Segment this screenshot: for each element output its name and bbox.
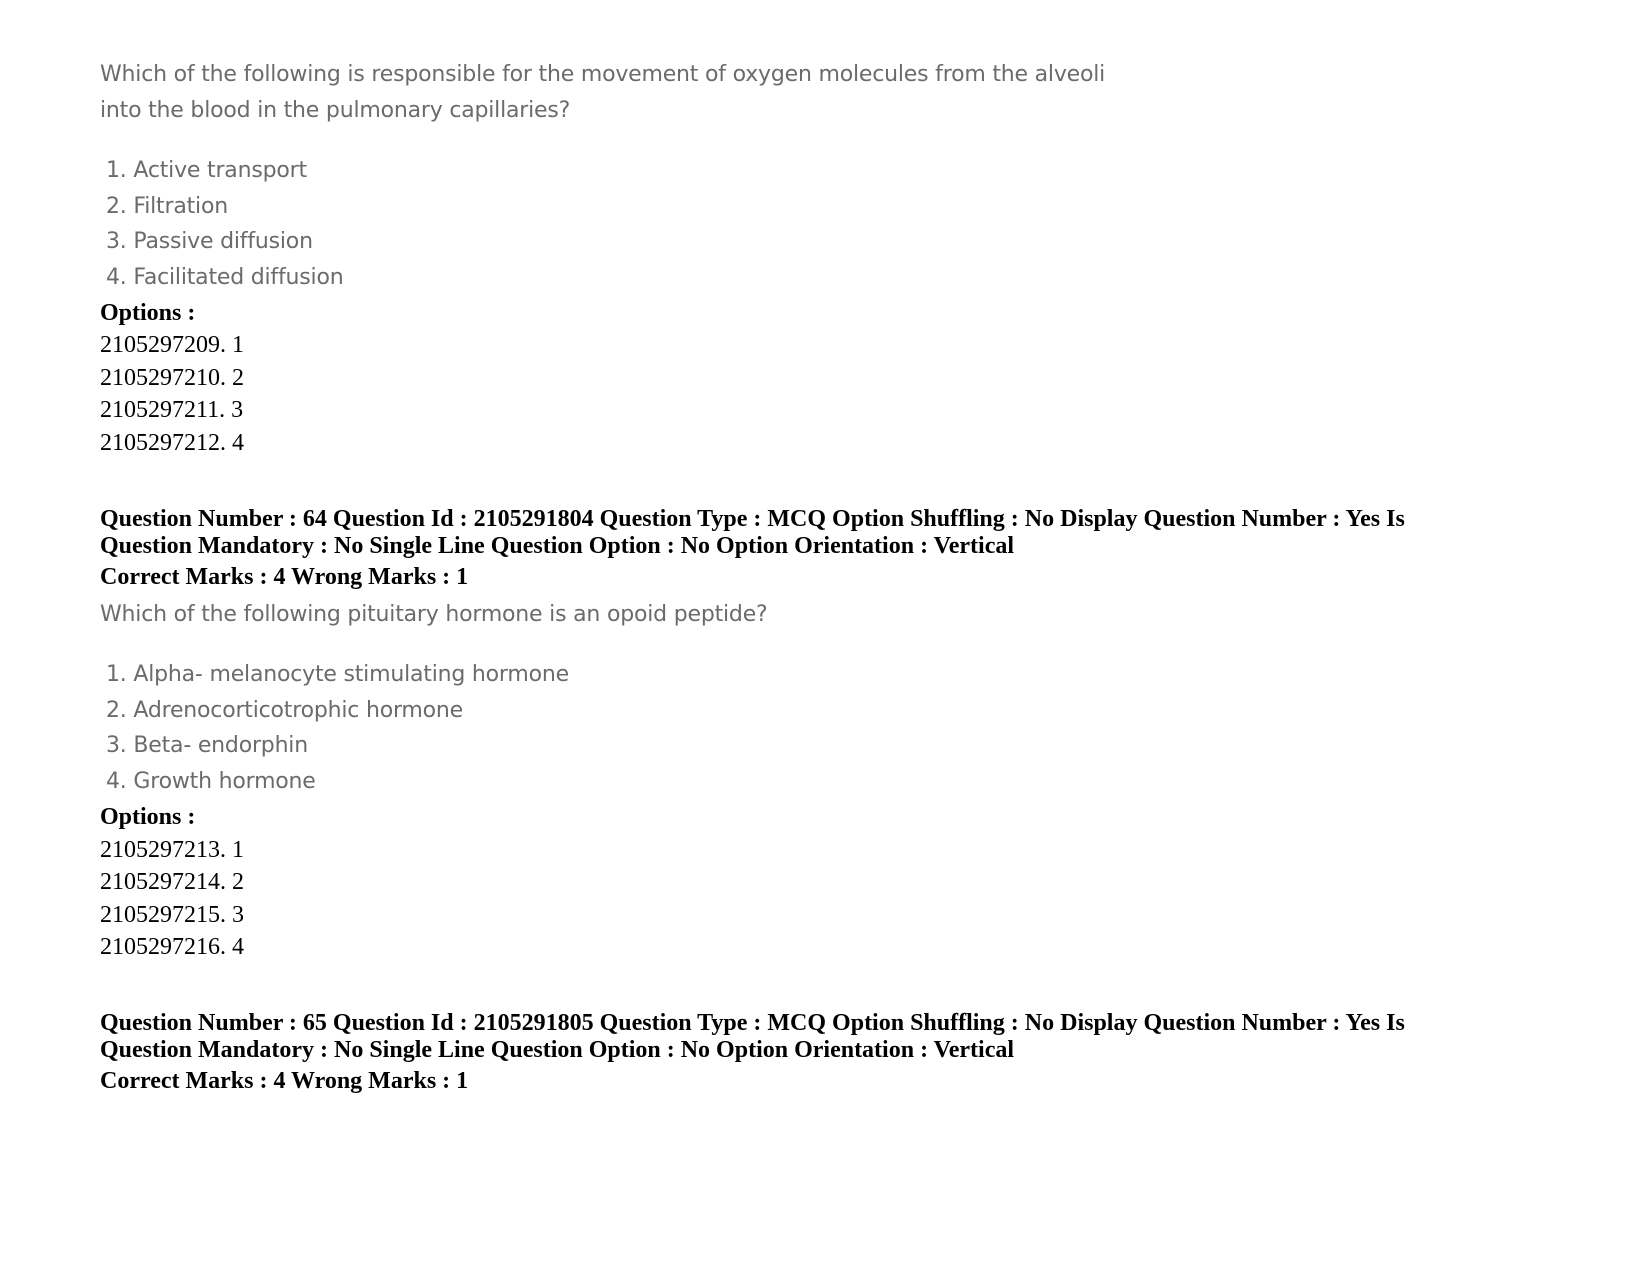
question-63-choice-3: 3. Passive diffusion [106,229,313,254]
question-65-marks: Correct Marks : 4 Wrong Marks : 1 [100,1068,469,1094]
question-64-option-4: 2105297216. 4 [100,934,244,960]
question-64-choice-4: 4. Growth hormone [106,769,316,794]
question-64-option-2: 2105297214. 2 [100,869,244,895]
question-65-meta-line-2: Question Mandatory : No Single Line Question Option : No Option Orientation : Vertical [100,1037,1015,1063]
question-64-choice-3: 3. Beta- endorphin [106,733,308,758]
question-64-choice-2: 2. Adrenocorticotrophic hormone [106,698,463,723]
question-63-text-line-2: into the blood in the pulmonary capillaries? [100,98,571,123]
question-63-options-label: Options : [100,300,196,326]
question-64-marks: Correct Marks : 4 Wrong Marks : 1 [100,564,469,590]
question-64-meta-line-2: Question Mandatory : No Single Line Question Option : No Option Orientation : Vertical [100,533,1015,559]
question-64-option-3: 2105297215. 3 [100,902,244,928]
question-64-choice-1: 1. Alpha- melanocyte stimulating hormone [106,662,569,687]
question-64-text: Which of the following pituitary hormone is an opoid peptide? [100,602,768,627]
question-64-option-1: 2105297213. 1 [100,837,244,863]
question-63-choice-1: 1. Active transport [106,158,307,183]
question-63-choice-2: 2. Filtration [106,194,228,219]
question-63-option-3: 2105297211. 3 [100,397,244,423]
question-64-meta-line-1: Question Number : 64 Question Id : 2105291804 Question Type : MCQ Option Shuffling : No Display Question Number : Yes Is [100,506,1405,532]
question-63-text-line-1: Which of the following is responsible for the movement of oxygen molecules from the alveoli [100,62,1106,87]
question-64-meta [100,506,1420,560]
question-63-option-2: 2105297210. 2 [100,365,244,391]
question-63-choice-4: 4. Facilitated diffusion [106,265,344,290]
question-63-option-1: 2105297209. 1 [100,332,244,358]
question-65-meta [100,1010,1420,1064]
question-63-option-4: 2105297212. 4 [100,430,244,456]
question-64-options-label: Options : [100,804,196,830]
question-65-meta-line-1: Question Number : 65 Question Id : 2105291805 Question Type : MCQ Option Shuffling : No Display Question Number : Yes Is [100,1010,1405,1036]
